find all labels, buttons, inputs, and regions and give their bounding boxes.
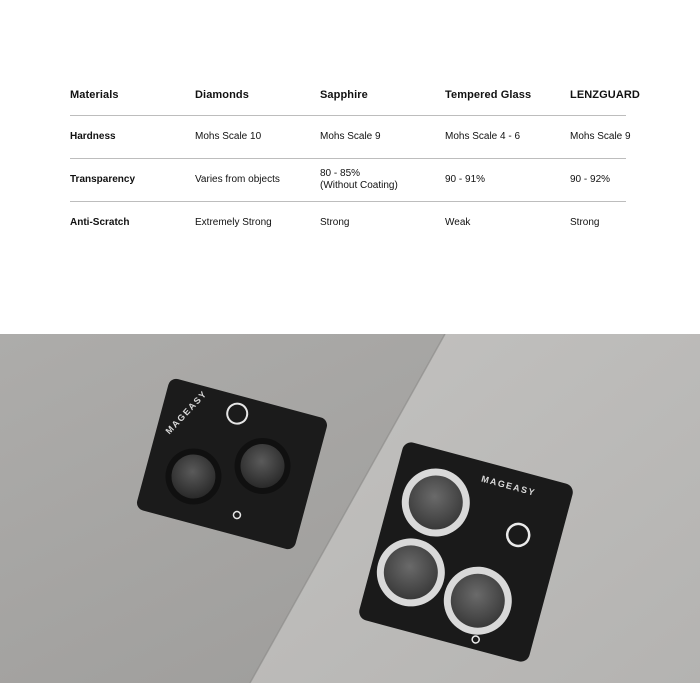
table-cell: 80 - 85% (Without Coating) (320, 168, 398, 191)
table-cell: Extremely Strong (195, 217, 272, 228)
row-label: Hardness (70, 131, 116, 142)
header-sapphire: Sapphire (320, 89, 368, 101)
header-tempered-glass: Tempered Glass (445, 89, 532, 101)
brand-logo: MAGEASY (480, 473, 537, 498)
product-photo (0, 334, 700, 683)
header-materials: Materials (70, 89, 119, 101)
table-cell: Varies from objects (195, 174, 280, 185)
table-row-hardness (70, 116, 631, 159)
table-cell: Mohs Scale 4 - 6 (445, 131, 521, 142)
table-cell: 90 - 92% (570, 174, 611, 185)
table-cell: Strong (570, 217, 600, 228)
table-cell: Mohs Scale 9 (320, 131, 381, 142)
materials-comparison-table (70, 84, 640, 244)
table-header-row (70, 84, 640, 116)
row-label: Transparency (70, 174, 136, 185)
table-cell: Strong (320, 217, 350, 228)
header-diamonds: Diamonds (195, 89, 249, 101)
table-cell: Weak (445, 217, 471, 228)
table-cell: 90 - 91% (445, 174, 486, 185)
table-row-anti-scratch (70, 202, 626, 244)
brand-logo: MAGEASY (163, 388, 210, 437)
table-cell: Mohs Scale 10 (195, 131, 262, 142)
table-row-transparency (70, 159, 626, 202)
header-lenzguard: LENZGUARD (570, 89, 640, 101)
table-cell: Mohs Scale 9 (570, 131, 631, 142)
row-label: Anti-Scratch (70, 217, 130, 228)
